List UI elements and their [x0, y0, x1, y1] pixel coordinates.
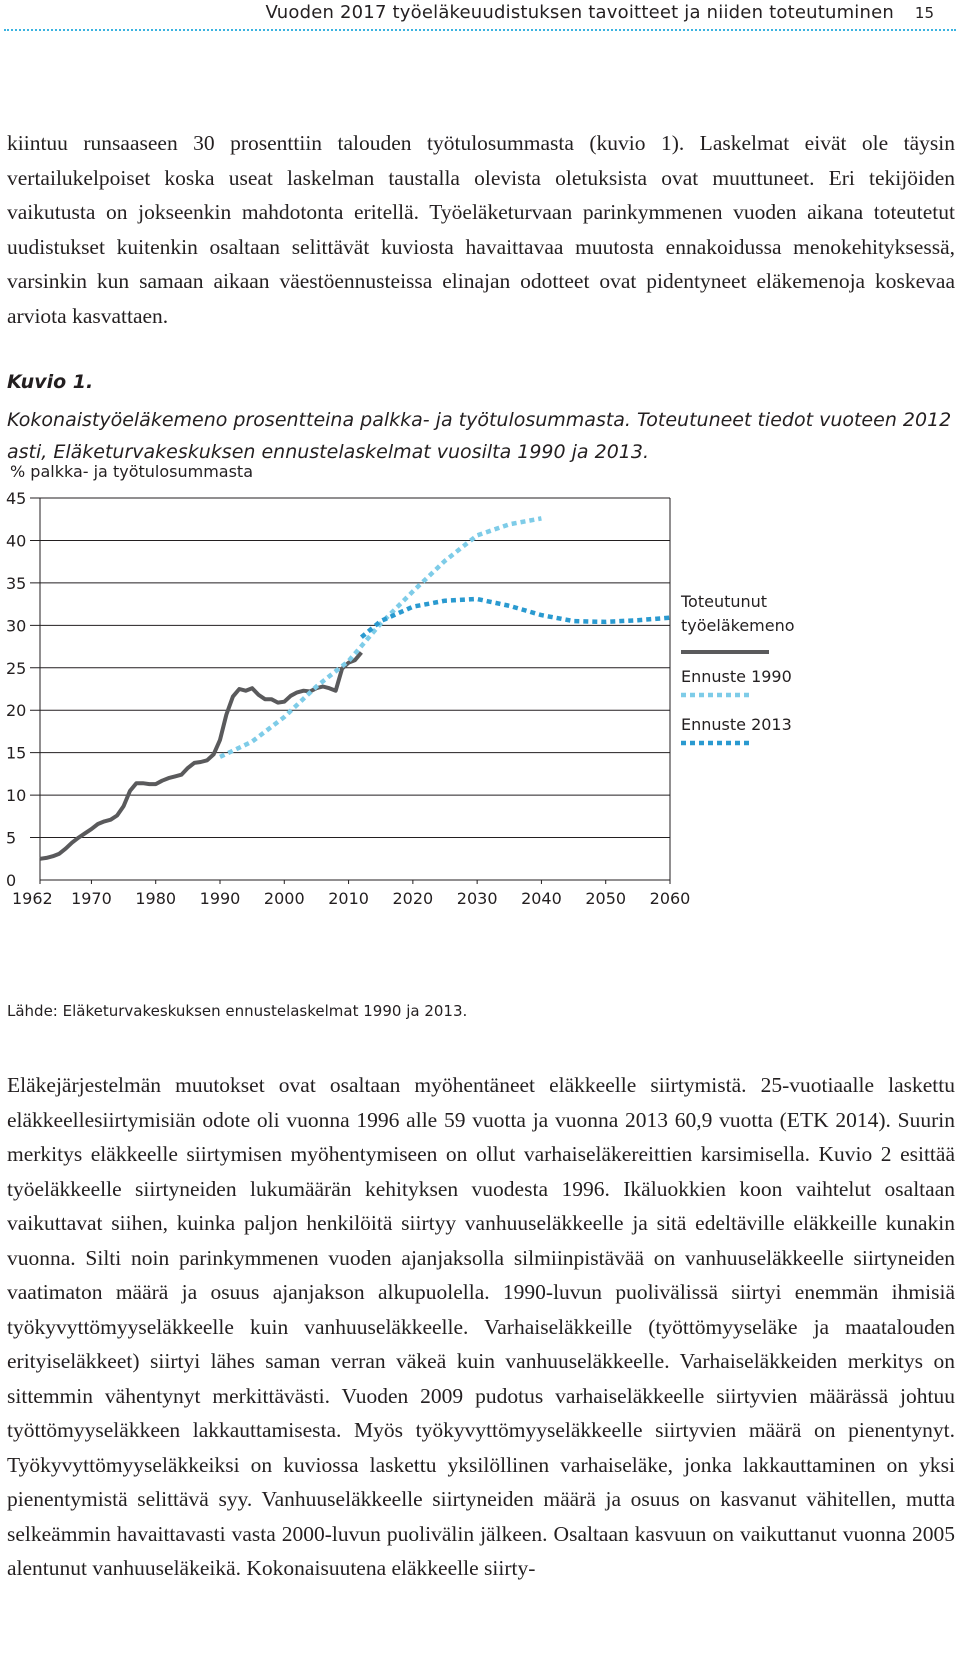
running-header-title: Vuoden 2017 työeläkeuudistuksen tavoitteet ja niiden toteutuminen: [265, 2, 894, 23]
legend-label-1: Toteutunut työeläkemeno: [681, 592, 795, 635]
chart-legend: [680, 592, 795, 743]
y-tick-label: 40: [6, 531, 27, 551]
body-paragraph-2: Eläkejärjestelmän muutokset ovat osaltaan myöhentäneet eläkkeelle siirtymistä. 25-vuotiaalle laskettu eläkkeellesiirtymisiän odote oli vuonna 1996 alle 59 vuotta ja vuonna 2013 60,9 vuotta (ETK 2014). Suurin merkitys eläkkeelle siirtymisen myöhentymiseen on ollut varhaiseläkereittien karsimisella. Kuvio 2 esittää työeläkkeelle siirtyneiden lukumäärän kehityksen vuodesta 1996. Ikäluokkien koon vaihtelut osaltaan vaikuttavat siihen, kuinka paljon henkilöitä siirtyy vanhuuseläkkeelle ja sitä edeltäville eläkkeille kunakin vuonna. Silti noin parinkymmenen vuoden ajanjaksolla silmiinpistävää on vanhuuseläkkeelle siirtyneiden vaatimaton määrä ja osuus ajanjakson alkupuolella. 1990-luvun puolivälissä siirtyi enemmän ihmisiä työkyvyttömyyseläkkeelle kuin vanhuuseläkkeelle. Varhaiseläkkeille (työttömyyseläke ja maatalouden erityiseläkkeet) siirtyi lähes saman verran väkeä kuin vanhuuseläkkeelle. Varhaiseläkkeiden merkitys on sittemmin vähentynyt merkittävästi. Vuoden 2009 pudotus varhaiseläkkeelle siirtyvien määrässä johtuu työttömyyseläkkeen lakkauttamisesta. Myös työkyvyttömyyseläkkeelle siirtyvien määrä on pienentynyt. Työkyvyttömyyseläkkeiksi on kuviossa laskettu yksilöllinen varhaiseläke, jonka lakkauttaminen on yksi pienentymistä selittävä syy. Vanhuuseläkkeelle siirtyneiden määrä ja osuus on kasvanut vähitellen, mutta selkeämmin havaittavasti vasta 2000-luvun puolivälin jälkeen. Osaltaan kasvuun on vaikuttanut vuonna 2005 alentunut vanhuuseläkeikä. Kokonaisuutena eläkkeelle siirty-: [7, 1073, 955, 1580]
x-tick-label: 2010: [328, 889, 369, 908]
x-tick-label: 1970: [71, 889, 112, 908]
y-tick-label: 10: [6, 786, 27, 806]
header-rule: [4, 29, 956, 31]
y-tick-label: 30: [6, 616, 27, 636]
x-tick-label: 2040: [521, 889, 562, 908]
body-paragraph-1: kiintuu runsaaseen 30 prosenttiin talouden työtulosummasta (kuvio 1). Laskelmat eivät ole täysin vertailukelpoiset koska useat laskelman taustalla olevista oletuksista ovat muuttuneet. Eri tekijöiden vaikutusta on jokseenkin mahdotonta eritellä. Työeläketurvaan parinkymmenen vuoden aikana toteutetut uudistukset kuitenkin osaltaan selittävät kuviosta havaittavaa muutosta ennakoidussa menokehityksessä, varsinkin kun samaan aikaan väestöennusteissa elinajan odotteet ovat pidentyneet eläkemenoja koskevaa arviota kasvattaen.: [7, 131, 955, 328]
legend-label-3: Ennuste 2013: [681, 715, 792, 734]
x-tick-label: 1980: [135, 889, 177, 908]
figure-number: Kuvio 1.: [7, 371, 94, 393]
y-tick-label: 15: [6, 743, 27, 763]
legend-label-2: Ennuste 1990: [681, 667, 792, 686]
series-line-1: [40, 653, 361, 859]
chart-axes: [6, 462, 690, 908]
y-axis-label: % palkka- ja työtulosummasta: [10, 462, 253, 481]
y-tick-label: 45: [6, 489, 27, 508]
y-tick-label: 0: [6, 871, 17, 890]
x-tick-label: 1962: [12, 889, 53, 908]
y-tick-label: 20: [6, 701, 27, 721]
chart-gridlines: [30, 498, 670, 838]
x-tick-label: 2000: [263, 889, 305, 908]
x-tick-label: 2020: [392, 889, 434, 908]
x-tick-label: 2060: [649, 889, 691, 908]
x-tick-label: 2030: [456, 889, 498, 908]
series-line-3: [361, 599, 670, 637]
x-tick-label: 2050: [585, 889, 627, 908]
page-number: 15: [914, 4, 934, 22]
figure-caption: Kokonaistyöeläkemeno prosentteina palkka- ja työtulosummasta. Toteutuneet tiedot vuoteen 2012 asti, Eläketurvakeskuksen ennustelaskelmat vuosilta 1990 ja 2013.: [7, 409, 952, 463]
y-tick-label: 35: [6, 573, 27, 593]
y-tick-label: 5: [6, 828, 17, 848]
chart: [0, 462, 960, 991]
chart-series: [40, 518, 670, 858]
x-tick-label: 1990: [199, 889, 241, 908]
figure-source: Lähde: Eläketurvakeskuksen ennustelaskelmat 1990 ja 2013.: [7, 1002, 468, 1020]
y-tick-label: 25: [6, 658, 27, 678]
series-line-2: [220, 518, 541, 757]
running-header: [0, 0, 960, 36]
